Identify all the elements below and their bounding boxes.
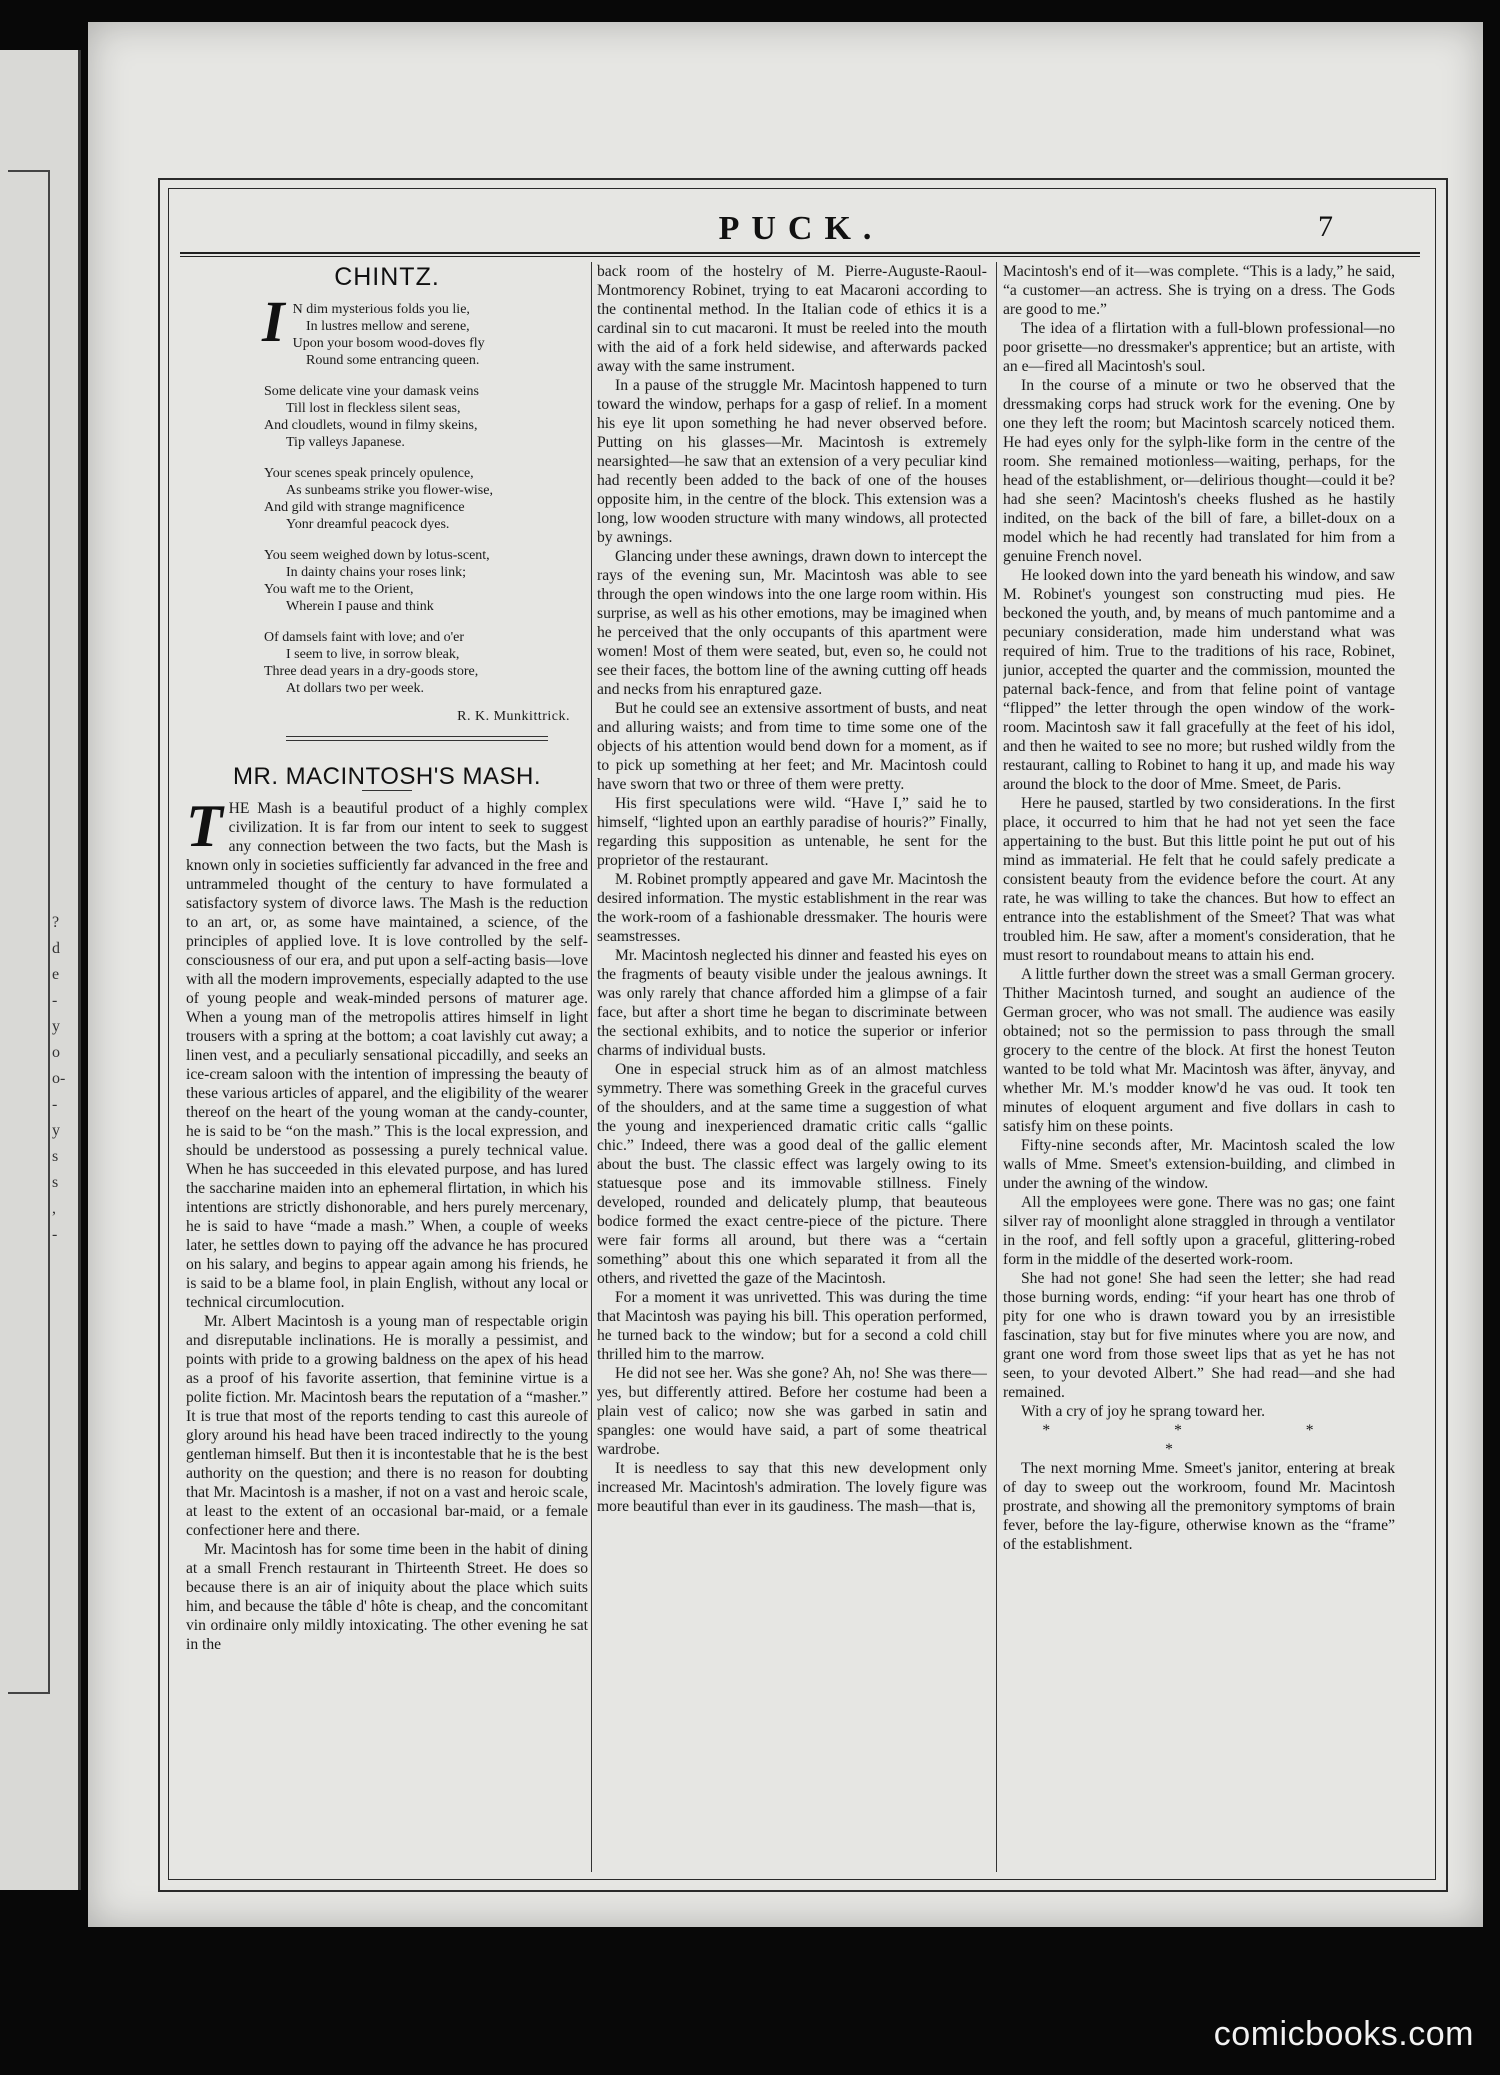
article-text-col1 (186, 793, 588, 1654)
paragraph-text: It is needless to say that this new development only increased Mr. Macintosh's admiration. The lovely figure was more beautiful than ever in its gaudiness. The mash—that is, (597, 1460, 987, 1515)
article-paragraph (1003, 1136, 1395, 1193)
previous-page-frame (8, 170, 50, 1694)
column-3 (1003, 262, 1395, 1882)
poem-line: I seem to live, in sorrow bleak, (286, 647, 460, 662)
poem-line: Wherein I pause and think (286, 599, 434, 614)
paragraph-text: In the course of a minute or two he observed that the dressmaking corps had struck work for the evening. One by one they left the room; but Macintosh scarcely noticed them. He had eyes only for the sylph-like form in the centre of the room. She remained motionless—waiting, perhaps, for the head of the establishment, or—delirious thought—could it be? had she seen? Macintosh's cheeks flushed as he hastily indited, on the back of the bill of fare, a billet-doux on a model which he had recently had translated for him from a genuine French novel. (1003, 377, 1395, 565)
poem-line: Some delicate vine your damask veins (264, 384, 479, 399)
poem-line: As sunbeams strike you flower-wise, (286, 483, 493, 498)
article-paragraph (1003, 1421, 1395, 1459)
previous-page-edge (0, 50, 81, 1890)
paragraph-text: With a cry of joy he sprang toward her. (1021, 1403, 1266, 1420)
paragraph-text: Mr. Macintosh has for some time been in the habit of dining at a small French restaurant in Thirteenth Street. He does so because there is an air of iniquity about the place which suits him, and because the tâble d' hôte is cheap, and the concomitant vin ordinaire only mildly intoxicating. The other evening he sat in the (186, 1541, 588, 1653)
poem-line: You waft me to the Orient, (264, 582, 414, 597)
article-text-col3 (1003, 262, 1395, 1554)
article-paragraph (597, 1060, 987, 1288)
paragraph-text: The idea of a flirtation with a full-blown professional—no poor grisette—no dressmaker's apprentice; but an artiste, with an e—fired all Macintosh's soul. (1003, 320, 1395, 375)
poem-line: Upon your bosom wood-doves fly (292, 336, 485, 351)
article-paragraph (597, 547, 987, 699)
article-paragraph (1003, 566, 1395, 794)
article-paragraph (597, 1459, 987, 1516)
article-paragraph (1003, 1402, 1395, 1421)
poem-signature: R. K. Munkittrick. (457, 709, 570, 724)
paragraph-text: Macintosh's end of it—was complete. “This is a lady,” he said, “a customer—an actress. She is trying on a dress. The Gods are good to me.” (1003, 263, 1395, 318)
poem-stanza (264, 383, 588, 451)
article-paragraph (597, 1364, 987, 1459)
article-paragraph (1003, 794, 1395, 965)
poem-line: Round some entrancing queen. (306, 353, 480, 368)
title-rule (362, 790, 412, 791)
section-rule (286, 736, 548, 741)
poem-line: And cloudlets, wound in filmy skeins, (264, 418, 478, 433)
poem-line: At dollars two per week. (286, 681, 425, 696)
paragraph-text: The next morning Mme. Smeet's janitor, entering at break of day to sweep out the workroom, found Mr. Macintosh prostrate, and showing all the premonitory symptoms of brain fever, before the lay-figure, otherwise known as the “frame” of the establishment. (1003, 1460, 1395, 1553)
paragraph-text: Glancing under these awnings, drawn down to intercept the rays of the evening sun, Mr. Macintosh was able to see through the open windows into the one large room within. His surprise, as well as his other emotions, may be imagined when he perceived that the only occupants of this apartment were women! Most of them were seated, but, even so, he could not see their faces, the bottom line of the awning cutting off heads and necks from his enraptured gaze. (597, 548, 987, 698)
poem-line: N dim mysterious folds you lie, (292, 302, 470, 317)
poem-line: In lustres mellow and serene, (306, 319, 470, 334)
paragraph-text: back room of the hostelry of M. Pierre-Auguste-Raoul-Montmorency Robinet, trying to eat Macaroni according to the continental method. In the Italian code of ethics it is a cardinal sin to cut macaroni. It must be reeled into the mouth with the aid of a fork held sidewise, and afterwards packed away with the same instrument. (597, 263, 987, 375)
article-paragraph (597, 262, 987, 376)
watermark: comicbooks.com (1213, 2015, 1474, 2053)
paragraph-text: HE Mash is a beautiful product of a highly complex civilization. It is far from our intent to seek to suggest any connection between the two facts, but the Mash is known only in societies sufficiently far advanced in the free and untrammeled thought of the century to have formulated a satisfactory system of divorce laws. The Mash is the reduction to an art, or, as some have maintained, a science, of the principles of applied love. It is love controlled by the self-consciousness of our era, and put upon a self-acting basis—love with all the modern improvements, especially adapted to the use of young people and weak-minded persons of maturer age. When a young man of the metropolis attires himself in light trousers with a spring at the bottom; a coat lavishly cut away; a linen vest, and a peculiarly sensational piccadilly, and seeks an ice-cream saloon with the intention of impressing the beauty of these various articles of apparel, and the eligibility of the wearer thereof on the heart of the young woman at the candy-counter, he is said to be “on the mash.” This is the local expression, and should be understood as possessing a purely technical value. When he has succeeded in this elevated purpose, and has lured the saccharine maiden into an ephemeral flirtation, in which his intentions are strictly dishonorable, and hers purely mercenary, he is said to have “made a mash.” When, a couple of weeks later, he settles down to paying off the advance he has procured on his salary, and begins to appear again among his friends, he is said to be a blame fool, in plain English, without any local or technical circumlocution. (186, 800, 588, 1311)
article-paragraph (597, 1288, 987, 1364)
poem-line: Till lost in fleckless silent seas, (286, 401, 461, 416)
poem-stanza (264, 629, 588, 697)
article-paragraph (1003, 376, 1395, 566)
paragraph-text: M. Robinet promptly appeared and gave Mr. Macintosh the desired information. The mystic establishment in the rear was the work-room of a fashionable dressmaker. The houris were seamstresses. (597, 871, 987, 945)
article-paragraph (597, 870, 987, 946)
article-paragraph (186, 1540, 588, 1654)
poem-stanza (262, 289, 588, 369)
poem-line: You seem weighed down by lotus-scent, (264, 548, 490, 563)
article-paragraph (597, 699, 987, 794)
article-paragraph (1003, 1459, 1395, 1554)
page-number: 7 (1318, 210, 1333, 243)
article-paragraph (1003, 1193, 1395, 1269)
paragraph-text: Mr. Macintosh neglected his dinner and feasted his eyes on the fragments of beauty visible under the jealous awnings. It was only rarely that chance afforded him a glimpse of a fair face, but after a short time he began to discriminate between the sectional exhibits, and to notice the superior or inferior charms of individual busts. (597, 947, 987, 1059)
article-dropcap: T (186, 793, 223, 859)
column-rule (591, 262, 592, 1872)
paragraph-text: A little further down the street was a small German grocery. Thither Macintosh turned, and sought an audience of the German grocer, who was not small. The audience was easily obtained; not so the permission to pass through the small grocery to the centre of the block. At first the honest Teuton wanted to be told what Mr. Macintosh was äfter, änyvay, and whether Mr. M.'s modder know'd he vas oud. It took ten minutes of eloquent argument and five dollars in cash to satisfy him on these points. (1003, 966, 1395, 1135)
paragraph-text: He did not see her. Was she gone? Ah, no! She was there—yes, but differently attired. Before her costume had been a plain vest of calico; now she was garbed in satin and spangles: one would have said, a part of some theatrical wardrobe. (597, 1365, 987, 1458)
article-paragraph (597, 946, 987, 1060)
poem-line: Tip valleys Japanese. (286, 435, 405, 450)
poem-dropcap: I (262, 289, 285, 354)
masthead: PUCK. (718, 210, 884, 247)
poem-body (186, 289, 588, 697)
poem-line: Yonr dreamful peacock dyes. (286, 517, 450, 532)
article-paragraph (1003, 965, 1395, 1136)
column-rule (996, 262, 997, 1872)
column-2 (597, 262, 987, 1882)
header-rule (180, 252, 1420, 257)
article-title: MR. MACINTOSH'S MASH. (233, 763, 541, 790)
paragraph-text: But he could see an extensive assortment of busts, and neat and alluring waists; and from time to time some one of the objects of his attention would bend down for a moment, as if to pick up something at her feet; and Mr. Macintosh could have sworn that two or three of them were pretty. (597, 700, 987, 793)
paragraph-text: * * * * (1042, 1422, 1374, 1458)
poem-stanza (264, 547, 588, 615)
previous-page-marks: ? d e - y o o- - y s s , - (52, 914, 66, 1243)
paragraph-text: All the employees were gone. There was no gas; one faint silver ray of moonlight alone straggled in through a ventilator in the roof, and fell softly upon a graceful, glittering-robed form in the middle of the deserted work-room. (1003, 1194, 1395, 1268)
column-1 (186, 262, 588, 1882)
article-paragraph (186, 793, 588, 1312)
poem-line: And gild with strange magnificence (264, 500, 465, 515)
article-paragraph (1003, 319, 1395, 376)
paragraph-text: In a pause of the struggle Mr. Macintosh happened to turn toward the window, perhaps for a gasp of relief. In a moment his eye lit upon something he had never observed before. Putting on his glasses—Mr. Macintosh is extremely nearsighted—he saw that an extension of a very peculiar kind had recently been added to the back of one of the houses opposite him, in the centre of the block. This extension was a long, low wooden structure with many windows, all protected by awnings. (597, 377, 987, 546)
paragraph-text: She had not gone! She had seen the letter; she had read those burning words, ending: “if your heart has one throb of pity for one who is drawn toward you by an irresistible fascination, stay but for five minutes where you are now, and grant one word from those sweet lips that as yet he has not seen, to your devoted Albert.” She had read—and she had remained. (1003, 1270, 1395, 1401)
paragraph-text: For a moment it was unrivetted. This was during the time that Macintosh was paying his bill. This operation performed, he turned back to the window; but for a second a cold chill thrilled him to the marrow. (597, 1289, 987, 1363)
paragraph-text: Here he paused, startled by two considerations. In the first place, it occurred to him that he had not yet seen the face appertaining to the bust. But this little point he put out of his mind as immaterial. He felt that he could safely predicate a consistent beauty from the evidence before the court. At any rate, he was willing to take the chances. But how to effect an entrance into the establishment of the Smeet? That was what troubled him. He saw, after a moment's consideration, that he must resort to roundabout means to attain his end. (1003, 795, 1395, 964)
article-text-col2 (597, 262, 987, 1516)
poem-line: Of damsels faint with love; and o'er (264, 630, 465, 645)
article-paragraph (1003, 1269, 1395, 1402)
paragraph-text: He looked down into the yard beneath his window, and saw M. Robinet's youngest son constructing mud pies. He beckoned the youth, and, by means of much pantomime and a pecuniary consideration, made him understand what was required of him. True to the traditions of his race, Robinet, junior, accepted the quarter and the commission, mounted the paternal back-fence, and from that feline point of vantage “flipped” the letter through the open window of the work-room. Macintosh saw it fall gracefully at the feet of his idol, and then he waited to see no more; but rushed wildly from the restaurant, calling to Robinet to hang it up, and made his way around the block to the door of Mme. Smeet, de Paris. (1003, 567, 1395, 793)
poem-stanza (264, 465, 588, 533)
article-paragraph (186, 1312, 588, 1540)
paragraph-text: His first speculations were wild. “Have I,” said he to himself, “lighted upon an earthly paradise of houris?” Finally, regarding this supposition as untenable, he sent for the proprietor of the restaurant. (597, 795, 987, 869)
paragraph-text: Mr. Albert Macintosh is a young man of respectable origin and disreputable inclinations. He is morally a pessimist, and points with pride to a growing baldness on the apex of his head as a proof of his favorite assertion, that feminine virtue is a polite fiction. Mr. Macintosh bears the reputation of a “masher.” It is true that most of the reports tending to cast this aureole of glory around his head have been traced indirectly to the young gentleman himself. But then it is incontestable that he is the best authority on the question; and there is no reason for doubting that Mr. Macintosh is a masher, if not on a vast and heroic scale, at least to the extent of an occasional bar-maid, or a female confectioner here and there. (186, 1313, 588, 1539)
article-paragraph (1003, 262, 1395, 319)
article-paragraph (597, 794, 987, 870)
poem-title: CHINTZ. (334, 263, 440, 291)
poem-line: Three dead years in a dry-goods store, (264, 664, 479, 679)
article-paragraph (597, 376, 987, 547)
paragraph-text: One in especial struck him as of an almost matchless symmetry. There was something Greek in the graceful curves of the shoulders, and at the same time a suggestion of what the young and inexperienced dramatic critic calls “gallic chic.” Indeed, there was a good deal of the gallic element about the bust. The classic effect was largely owing to its statuesque pose and its immovable stillness. Finely developed, rounded and delicately plump, that beauteous bodice formed the exact centre-piece of the picture. There were fair forms all around, but there was a “certain something” about this one which separated it from all the others, and rivetted the gaze of the Macintosh. (597, 1061, 987, 1287)
poem-line: Your scenes speak princely opulence, (264, 466, 474, 481)
poem-line: In dainty chains your roses link; (286, 565, 467, 580)
paragraph-text: Fifty-nine seconds after, Mr. Macintosh scaled the low walls of Mme. Smeet's extension-building, and climbed in under the awning of the window. (1003, 1137, 1395, 1192)
